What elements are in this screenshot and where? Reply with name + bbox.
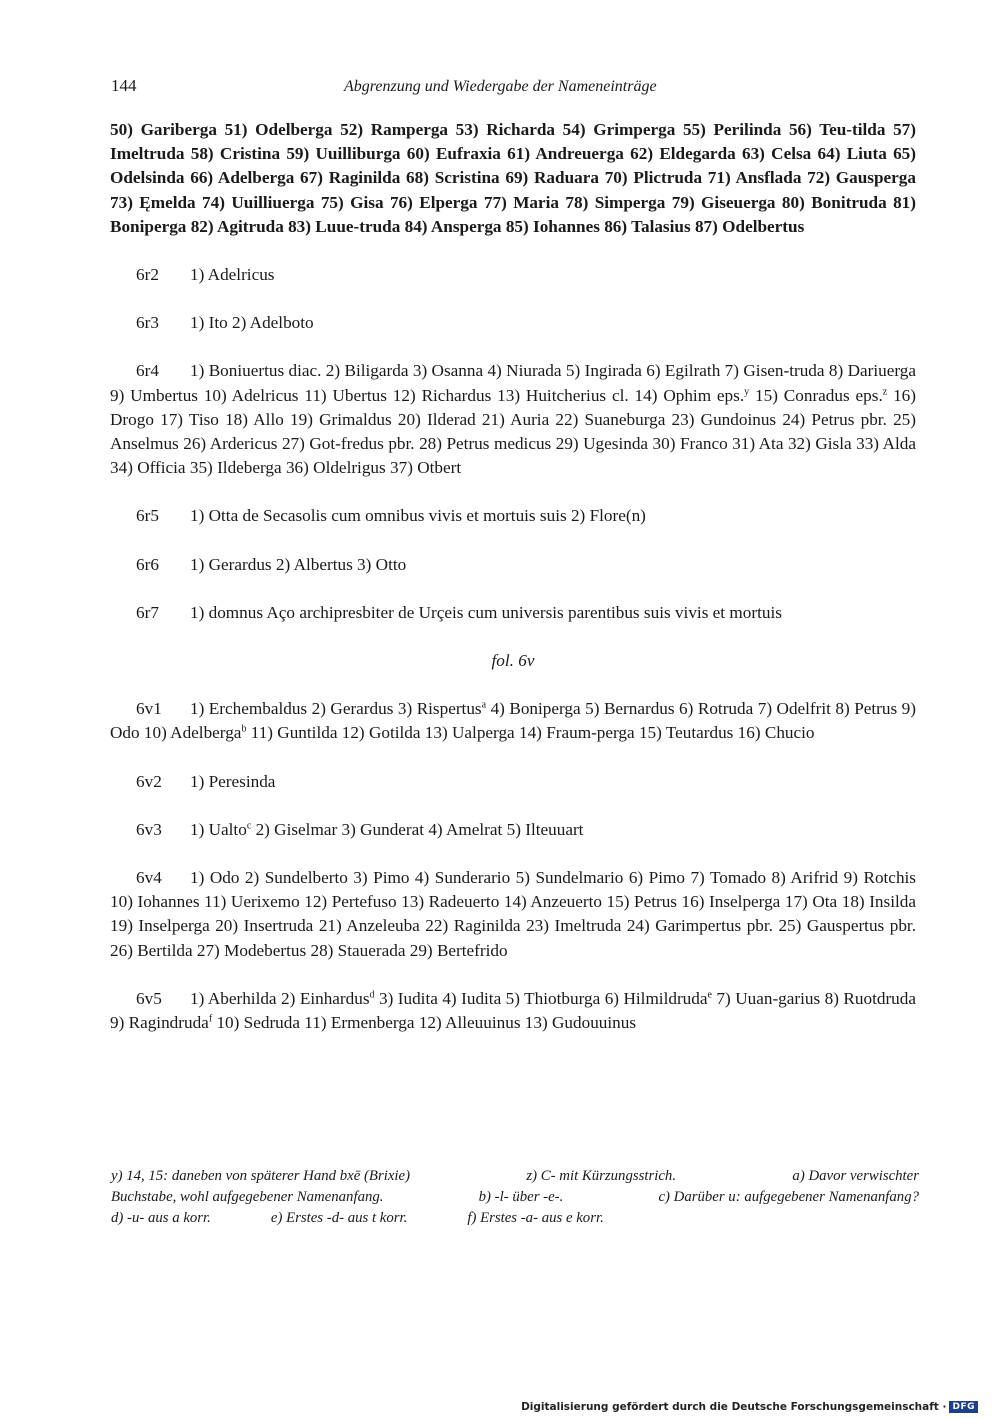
entry-key: 6r2 [136,265,159,285]
footnote-a: a) Davor verwischter [792,1168,919,1184]
entry-text: 1) Erchembaldus 2) Gerardus 3) Rispertus [190,699,482,719]
footnote-mark-b: b [241,723,247,735]
footnote-y: y) 14, 15: daneben von späterer Hand bxē (Brixie) [111,1168,410,1184]
folio-heading: fol. 6v [491,651,535,671]
footnote-mark-z: z [882,385,888,397]
entry-key: 6r3 [136,313,159,333]
digitization-credit [521,1401,978,1413]
entry-text: 7) Uuan-garius 8) Ruotdruda 9) Ragindruda [110,988,916,1033]
footnote-c: c) Darüber u: aufgegebener Namenanfang? [658,1189,919,1205]
entry-6v2 [110,770,916,794]
entry-6v3 [110,818,916,842]
footnote-z: z) C- mit Kürzungsstrich. [526,1168,677,1184]
entry-6r2 [110,263,916,287]
entry-text: 3) Iudita 4) Iudita 5) Thiotburga 6) Hilmildruda [374,988,708,1008]
footnote-mark-e: e [707,989,712,1001]
entry-text: 15) Conradus eps. [749,385,883,405]
entry-6r3 [110,311,916,335]
bold-name-list: 50) Gariberga 51) Odelberga 52) Ramperga 53) Richarda 54) Grimperga 55) Perilinda 56) Teu-tilda 57) Imeltruda 58) Cristina 59) Uuilliburga 60) Eufraxia 61) Andreuerga 62) Eldegarda 63) Celsa 64) Liuta 65) Odelsinda 66) Adelberga 67) Raginilda 68) Scristina 69) Raduara 70) Plictruda 71) Ansflada 72) Gausperga 73) Ęmelda 74) Uuilliuerga 75) Gisa 76) Elperga 77) Maria 78) Simperga 79) Giseuerga 80) Bonitruda 81) Boniperga 82) Agitruda 83) Luue-truda 84) Ansperga 85) Iohannes 86) Talasius 87) Odelbertus [110,120,916,236]
footnote-mark-c: c [246,820,252,832]
entry-key: 6v5 [136,988,162,1008]
entry-6r5 [110,504,916,528]
footnote-row [111,1208,919,1229]
entry-6r7 [110,601,916,625]
footnote-mark-d: d [369,989,375,1001]
footnote-mark-a: a [481,699,487,711]
entry-key: 6r5 [136,506,159,526]
entry-6r6 [110,553,916,577]
entry-text: 10) Sedruda 11) Ermenberga 12) Alleuuinus 13) Gudouuinus [212,1013,637,1033]
entry-text: 1) Peresinda [190,771,276,791]
dfg-logo: DFG [949,1401,978,1413]
entry-6v4 [110,866,916,963]
entry-key: 6v1 [136,699,162,719]
entry-text: 11) Guntilda 12) Gotilda 13) Ualperga 14) Fraum-perga 15) Teutardus 16) Chucio [246,723,815,743]
entry-key: 6r4 [136,361,159,381]
entry-text: 1) Ito 2) Adelboto [190,313,314,333]
entry-key: 6r6 [136,554,159,574]
main-text [110,118,916,1035]
entry-text: 4) Boniperga 5) Bernardus 6) Rotruda 7) Odelfrit 8) Petrus 9) Odo 10) Adelberga [110,699,916,743]
footnote-mark-f: f [208,1013,213,1025]
entry-key: 6r7 [136,602,159,622]
page-number: 144 [111,76,137,95]
footnote-mark-y: y [744,385,750,397]
entry-text: 1) Ualto [190,819,247,839]
entry-text: 1) Odo 2) Sundelberto 3) Pimo 4) Sunderario 5) Sundelmario 6) Pimo 7) Tomado 8) Arifrid 9) Rotchis 10) Iohannes 11) Uerixemo 12) Pertefuso 13) Radeuerto 14) Anzeuerto 15) Petrus 16) Inselperga 17) Ota 18) Insilda 19) Inselperga 20) Insertruda 21) Anzeleuba 22) Raginilda 23) Imeltruda 24) Garimpertus pbr. 25) Gauspertus pbr. 26) Bertilda 27) Modebertus 28) Stauerada 29) Bertefrido [110,868,916,960]
entry-key: 6v2 [136,771,162,791]
credit-text: Digitalisierung gefördert durch die Deutsche Forschungsgemeinschaft · [521,1401,947,1413]
entry-key: 6v4 [136,868,162,888]
entry-6v5 [110,987,916,1035]
footnote-d: d) -u- aus a korr. [111,1210,211,1226]
entry-text: 1) Boniuertus diac. 2) Biligarda 3) Osanna 4) Niurada 5) Ingirada 6) Egilrath 7) Gisen-truda 8) Dariuerga 9) Umbertus 10) Adelricus 11) Ubertus 12) Richardus 13) Huitcherius cl. 14) Ophim eps. [110,361,916,405]
entry-text: 1) Gerardus 2) Albertus 3) Otto [190,554,407,574]
entry-text: 1) domnus Aço archipresbiter de Urçeis cum universis parentibus suis vivis et mortuis [190,602,782,622]
entry-text: 1) Aberhilda 2) Einhardus [190,988,370,1008]
entry-6v1 [110,697,916,745]
entry-text: 16) Drogo 17) Tiso 18) Allo 19) Grimaldus 20) Ilderad 21) Auria 22) Suaneburga 23) Gundoinus 24) Petrus pbr. 25) Anselmus 26) Ardericus 27) Got-fredus pbr. 28) Petrus medicus 29) Ugesinda 30) Franco 31) Ata 32) Gisla 33) Alda 34) Officia 35) Ildeberga 36) Oldelrigus 37) Otbert [110,385,916,478]
footnote-e: e) Erstes -d- aus t korr. [270,1210,408,1226]
footnote-f: f) Erstes -a- aus e korr. [467,1210,604,1226]
footnotes [111,1166,919,1229]
entry-text: 1) Adelricus [190,265,275,285]
running-head: Abgrenzung und Wiedergabe der Nameneinträge [344,78,657,95]
footnote-b: b) -l- über -e-. [478,1189,564,1205]
footnote-row [111,1187,919,1208]
entry-text: 2) Giselmar 3) Gunderat 4) Amelrat 5) Ilteuuart [251,819,584,839]
footnote-a-cont: Buchstabe, wohl aufgegebener Namenanfang. [111,1189,384,1205]
footnote-row [111,1166,919,1187]
entry-key: 6v3 [136,819,162,839]
entry-6r4 [110,359,916,480]
entry-text: 1) Otta de Secasolis cum omnibus vivis et mortuis suis 2) Flore(n) [190,506,646,526]
